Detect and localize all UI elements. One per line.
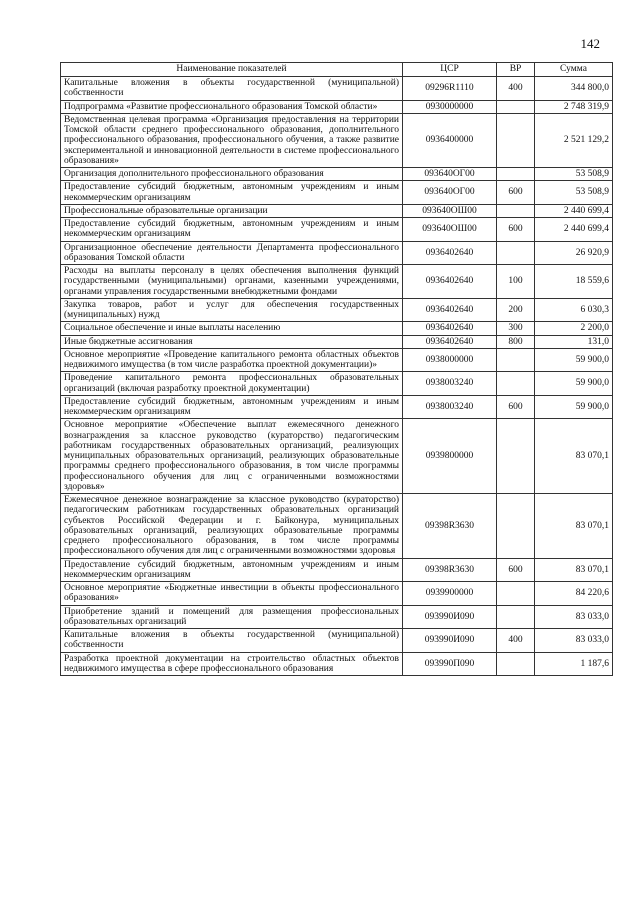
cell-sum: 59 900,0 — [535, 372, 613, 396]
cell-vr: 400 — [497, 629, 535, 653]
cell-csr: 093640ОШ00 — [403, 218, 497, 242]
table-row — [61, 100, 613, 113]
cell-name: Проведение капитального ремонта профессиональных образовательных организаций (включая разработку проектной документации) — [61, 372, 403, 396]
cell-csr: 093990П090 — [403, 652, 497, 676]
cell-vr: 600 — [497, 558, 535, 582]
cell-vr: 200 — [497, 298, 535, 322]
cell-sum: 2 440 699,4 — [535, 218, 613, 242]
cell-vr — [497, 100, 535, 113]
table-row — [61, 395, 613, 419]
cell-sum: 6 030,3 — [535, 298, 613, 322]
cell-vr: 600 — [497, 218, 535, 242]
cell-csr: 09398R3630 — [403, 558, 497, 582]
table-row — [61, 582, 613, 606]
cell-vr — [497, 348, 535, 372]
cell-vr: 400 — [497, 77, 535, 101]
cell-csr: 0939800000 — [403, 419, 497, 494]
cell-csr: 093990И090 — [403, 629, 497, 653]
cell-csr: 0936402640 — [403, 298, 497, 322]
cell-csr: 0938000000 — [403, 348, 497, 372]
table-row — [61, 605, 613, 629]
cell-vr — [497, 204, 535, 217]
cell-csr: 0938003240 — [403, 395, 497, 419]
cell-vr — [497, 168, 535, 181]
cell-sum: 83 070,1 — [535, 419, 613, 494]
cell-sum: 83 033,0 — [535, 629, 613, 653]
header-name: Наименование показателей — [61, 63, 403, 77]
table-row — [61, 181, 613, 205]
cell-vr — [497, 372, 535, 396]
cell-sum: 84 220,6 — [535, 582, 613, 606]
cell-name: Организация дополнительного профессионального образования — [61, 168, 403, 181]
cell-sum: 2 200,0 — [535, 322, 613, 335]
cell-vr — [497, 113, 535, 167]
table-row — [61, 298, 613, 322]
header-vr: ВР — [497, 63, 535, 77]
table-row — [61, 335, 613, 348]
table-row — [61, 204, 613, 217]
cell-sum: 53 508,9 — [535, 168, 613, 181]
cell-name: Предоставление субсидий бюджетным, автономным учреждениям и иным некоммерческим организациям — [61, 558, 403, 582]
cell-name: Ежемесячное денежное вознаграждение за классное руководство (кураторство) педагогическим работникам государственных образовательных организаций субъектов Российской Федерации и г. Байконура, муниципальных образовательных организаций, реализующих образовательные программы среднего профессионального образования, в том числе программы профессионального обучения для лиц с ограниченными возможностями здоровья — [61, 494, 403, 559]
cell-csr: 0938003240 — [403, 372, 497, 396]
header-csr: ЦСР — [403, 63, 497, 77]
cell-csr: 093990И090 — [403, 605, 497, 629]
table-header-row — [61, 63, 613, 77]
table-row — [61, 372, 613, 396]
cell-name: Социальное обеспечение и иные выплаты населению — [61, 322, 403, 335]
cell-sum: 2 440 699,4 — [535, 204, 613, 217]
cell-vr: 100 — [497, 265, 535, 299]
cell-name: Иные бюджетные ассигнования — [61, 335, 403, 348]
cell-csr: 0936402640 — [403, 265, 497, 299]
cell-vr — [497, 241, 535, 265]
cell-name: Закупка товаров, работ и услуг для обеспечения государственных (муниципальных) нужд — [61, 298, 403, 322]
cell-csr: 0930000000 — [403, 100, 497, 113]
table-row — [61, 241, 613, 265]
cell-vr: 800 — [497, 335, 535, 348]
cell-sum: 59 900,0 — [535, 348, 613, 372]
cell-name: Капитальные вложения в объекты государственной (муниципальной) собственности — [61, 629, 403, 653]
cell-name: Предоставление субсидий бюджетным, автономным учреждениям и иным некоммерческим организациям — [61, 181, 403, 205]
cell-csr: 093640ОГ00 — [403, 168, 497, 181]
cell-vr: 300 — [497, 322, 535, 335]
cell-csr: 0936402640 — [403, 322, 497, 335]
cell-name: Разработка проектной документации на строительство областных объектов недвижимого имущества в сфере профессионального образования — [61, 652, 403, 676]
cell-vr — [497, 494, 535, 559]
cell-sum: 344 800,0 — [535, 77, 613, 101]
cell-vr — [497, 652, 535, 676]
table-row — [61, 218, 613, 242]
cell-sum: 18 559,6 — [535, 265, 613, 299]
table-row — [61, 168, 613, 181]
cell-csr: 093640ОГ00 — [403, 181, 497, 205]
cell-sum: 83 070,1 — [535, 558, 613, 582]
table-row — [61, 113, 613, 167]
table-row — [61, 348, 613, 372]
cell-name: Приобретение зданий и помещений для размещения профессиональных образовательных организаций — [61, 605, 403, 629]
cell-name: Ведомственная целевая программа «Организация предоставления на территории Томской области среднего профессионального образования, дополнительного профессионального образования, профессионального обучения, а также развитие экспериментальной и инновационной деятельности в системе профессионального образования» — [61, 113, 403, 167]
cell-name: Подпрограмма «Развитие профессионального образования Томской области» — [61, 100, 403, 113]
cell-sum: 131,0 — [535, 335, 613, 348]
cell-name: Профессиональные образовательные организации — [61, 204, 403, 217]
table-row — [61, 558, 613, 582]
table-row — [61, 77, 613, 101]
cell-vr — [497, 419, 535, 494]
cell-name: Основное мероприятие «Обеспечение выплат ежемесячного денежного вознаграждения за классное руководство (кураторство) педагогическим работникам государственных образовательных организаций, реализующих муниципальных образовательных организаций, реализующих образовательные программы среднего профессионального образования, в том числе программы профессионального обучения для лиц с ограниченными возможностями здоровья» — [61, 419, 403, 494]
table-row — [61, 652, 613, 676]
cell-sum: 53 508,9 — [535, 181, 613, 205]
cell-csr: 093640ОШ00 — [403, 204, 497, 217]
cell-csr: 0939900000 — [403, 582, 497, 606]
table-row — [61, 322, 613, 335]
table-row — [61, 629, 613, 653]
cell-sum: 83 070,1 — [535, 494, 613, 559]
budget-table — [60, 62, 613, 676]
table-row — [61, 419, 613, 494]
table-row — [61, 265, 613, 299]
cell-name: Предоставление субсидий бюджетным, автономным учреждениям и иным некоммерческим организациям — [61, 395, 403, 419]
cell-csr: 0936402640 — [403, 241, 497, 265]
cell-vr: 600 — [497, 395, 535, 419]
cell-csr: 0936400000 — [403, 113, 497, 167]
table-row — [61, 494, 613, 559]
cell-name: Расходы на выплаты персоналу в целях обеспечения выполнения функций государственными (муниципальными) органами, казенными учреждениями, органами управления государственными внебюджетными фондами — [61, 265, 403, 299]
cell-sum: 59 900,0 — [535, 395, 613, 419]
cell-vr: 600 — [497, 181, 535, 205]
cell-name: Основное мероприятие «Бюджетные инвестиции в объекты профессионального образования» — [61, 582, 403, 606]
cell-vr — [497, 582, 535, 606]
cell-name: Основное мероприятие «Проведение капитального ремонта областных объектов недвижимого имущества (в том числе разработка проектной документации)» — [61, 348, 403, 372]
page-number: 142 — [580, 36, 600, 51]
cell-name: Организационное обеспечение деятельности Департамента профессионального образования Томской области — [61, 241, 403, 265]
cell-vr — [497, 605, 535, 629]
cell-sum: 26 920,9 — [535, 241, 613, 265]
cell-csr: 0936402640 — [403, 335, 497, 348]
cell-name: Предоставление субсидий бюджетным, автономным учреждениям и иным некоммерческим организациям — [61, 218, 403, 242]
cell-sum: 2 748 319,9 — [535, 100, 613, 113]
cell-csr: 09398R3630 — [403, 494, 497, 559]
cell-sum: 83 033,0 — [535, 605, 613, 629]
cell-sum: 2 521 129,2 — [535, 113, 613, 167]
cell-sum: 1 187,6 — [535, 652, 613, 676]
header-sum: Сумма — [535, 63, 613, 77]
cell-name: Капитальные вложения в объекты государственной (муниципальной) собственности — [61, 77, 403, 101]
cell-csr: 09296R1110 — [403, 77, 497, 101]
